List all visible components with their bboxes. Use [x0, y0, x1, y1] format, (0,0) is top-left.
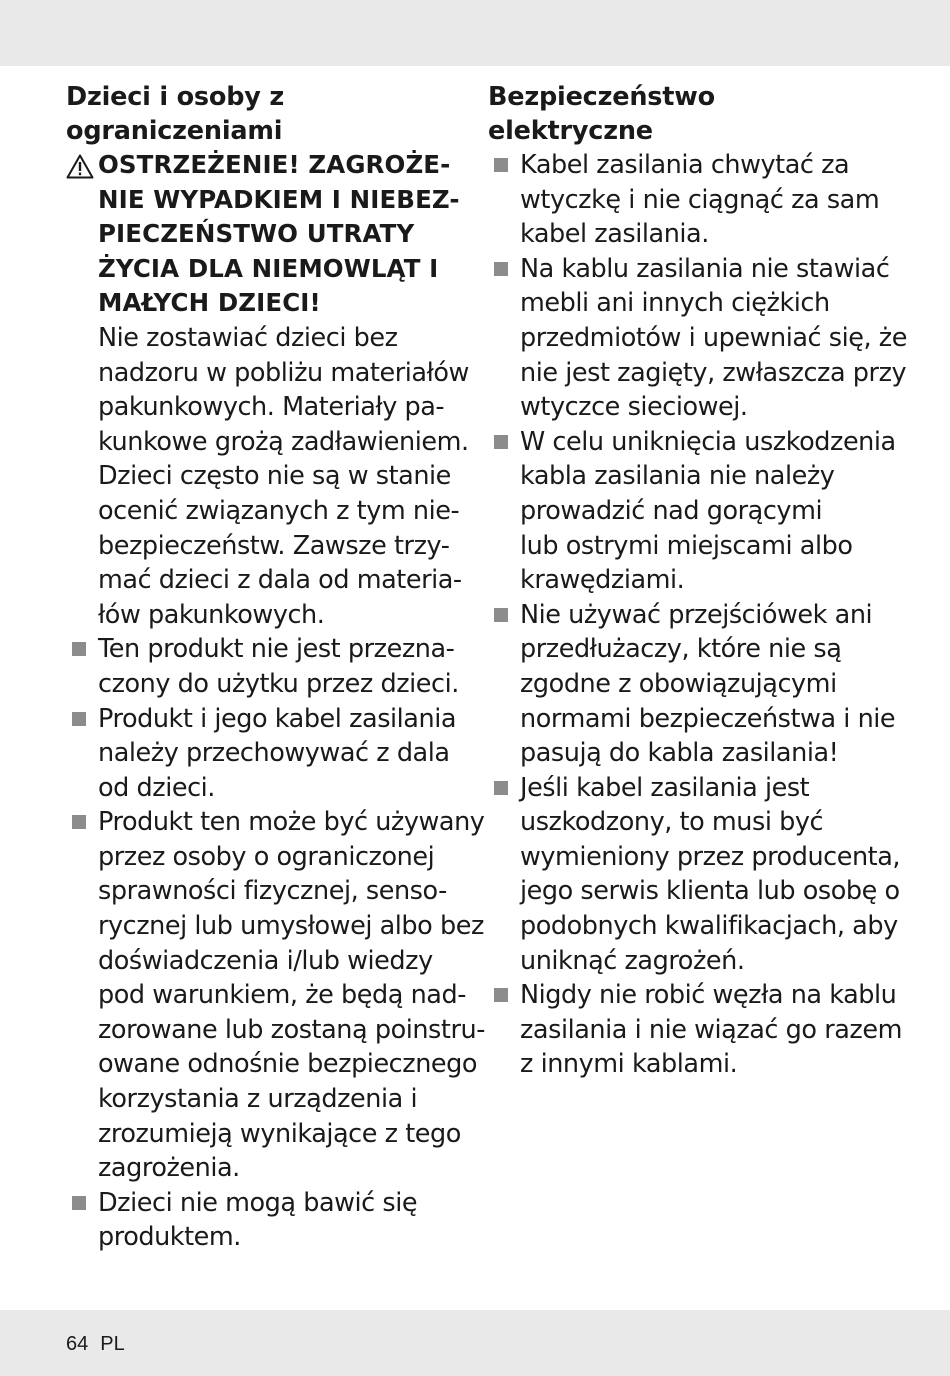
language-code: PL — [100, 1333, 125, 1355]
list-item-line: mebli ani innych ciężkich — [520, 288, 830, 319]
square-bullet-icon — [72, 1196, 86, 1210]
heading-line: Bezpieczeństwo — [488, 82, 715, 112]
list-item-line: owane odnośnie bezpiecznego — [98, 1049, 478, 1080]
warning-block — [66, 148, 466, 321]
list-item-line: wtyczce sieciowej. — [520, 392, 748, 423]
list-item-line: sprawności fizycznej, senso- — [98, 876, 447, 907]
square-bullet-icon — [494, 608, 508, 622]
list-item-line: od dzieci. — [98, 772, 215, 803]
list-item-line: uszkodzony, to musi być — [520, 807, 824, 838]
warning-title-line: PIECZEŃSTWO UTRATY — [98, 219, 415, 249]
warning-text-line: ocenić związanych z tym nie- — [98, 495, 460, 526]
list-item-line: Ten produkt nie jest przezna- — [98, 634, 455, 665]
list-item-line: zasilania i nie wiązać go razem — [520, 1014, 902, 1045]
warning-text — [66, 321, 469, 632]
heading-line: ograniczeniami — [66, 116, 283, 146]
list-item-line: zagrożenia. — [98, 1153, 240, 1184]
list-item-line: przedmiotów i upewniać się, że — [520, 322, 907, 353]
list-item — [488, 425, 896, 598]
list-item-line: pasują do kabla zasilania! — [520, 738, 839, 769]
list-item-line: podobnych kwalifikacjach, aby — [520, 911, 898, 942]
list-item — [66, 702, 466, 806]
list-item-line: nie jest zagięty, zwłaszcza przy — [520, 357, 907, 388]
warning-title-line: MAŁYCH DZIECI! — [98, 288, 321, 318]
list-item-line: rycznej lub umysłowej albo bez — [98, 911, 484, 942]
list-item-line: Kabel zasilania chwytać za — [520, 150, 850, 180]
list-item-line: kabla zasilania nie należy — [520, 461, 835, 492]
header-band — [0, 0, 950, 66]
page-number: 64 — [66, 1333, 89, 1355]
right-column — [488, 80, 907, 1082]
list-item — [488, 978, 902, 1082]
list-item-line: jego serwis klienta lub osobę o — [520, 876, 900, 907]
list-item-line: Produkt ten może być używany — [98, 807, 485, 838]
list-item — [66, 805, 485, 1186]
left-column — [66, 80, 485, 1255]
list-item-line: Nie używać przejściówek ani — [520, 599, 873, 630]
square-bullet-icon — [494, 435, 508, 449]
list-item-line: produktem. — [98, 1222, 241, 1253]
list-item-line: przez osoby o ograniczonej — [98, 841, 435, 872]
section-heading-electrical — [488, 80, 888, 148]
square-bullet-icon — [72, 642, 86, 656]
warning-text-line: Dzieci często nie są w stanie — [98, 461, 451, 492]
warning-title-line: NIE WYPADKIEM I NIEBEZ- — [98, 184, 460, 214]
warning-text-line: pakunkowych. Materiały pa- — [98, 392, 445, 423]
footer-band — [0, 1310, 950, 1376]
list-item-line: wymieniony przez producenta, — [520, 841, 901, 872]
list-item-line: zgodne z obowiązującymi — [520, 668, 837, 699]
list-item-line: zorowane lub zostaną poinstru- — [98, 1014, 485, 1045]
warning-triangle-icon — [66, 154, 94, 179]
list-item-line: krawędziami. — [520, 565, 685, 596]
list-item-line: Dzieci nie mogą bawić się — [98, 1187, 418, 1218]
children-safety-list — [66, 632, 485, 1255]
list-item-line: przedłużaczy, które nie są — [520, 634, 842, 665]
list-item-line: Nigdy nie robić węzła na kablu — [520, 980, 897, 1011]
list-item-line: doświadczenia i/lub wiedzy — [98, 945, 433, 976]
list-item-line: Na kablu zasilania nie stawiać — [520, 253, 890, 284]
list-item-line: lub ostrymi miejscami albo — [520, 530, 853, 561]
section-heading-children — [66, 80, 466, 148]
warning-text-line: mać dzieci z dala od materia- — [98, 565, 462, 596]
list-item-line: prowadzić nad gorącymi — [520, 495, 823, 526]
electrical-safety-list — [488, 148, 907, 1082]
list-item-line: czony do użytku przez dzieci. — [98, 668, 459, 699]
list-item-line: pod warunkiem, że będą nad- — [98, 980, 466, 1011]
square-bullet-icon — [494, 158, 508, 172]
warning-text-line: Nie zostawiać dzieci bez — [98, 322, 398, 353]
list-item-line: normami bezpieczeństwa i nie — [520, 703, 896, 734]
square-bullet-icon — [494, 988, 508, 1002]
warning-title-line: ŻYCIA DLA NIEMOWLĄT I — [98, 253, 439, 283]
list-item-line: Produkt i jego kabel zasilania — [98, 703, 457, 734]
list-item — [488, 598, 896, 771]
list-item — [488, 252, 907, 425]
list-item-line: kabel zasilania. — [520, 219, 709, 250]
heading-line: elektryczne — [488, 116, 653, 146]
list-item — [66, 632, 466, 701]
list-item — [66, 1186, 466, 1255]
list-item-line: z innymi kablami. — [520, 1049, 738, 1080]
square-bullet-icon — [494, 262, 508, 276]
list-item-line: Jeśli kabel zasilania jest — [520, 772, 810, 803]
square-bullet-icon — [72, 815, 86, 829]
square-bullet-icon — [494, 781, 508, 795]
warning-text-line: łów pakunkowych. — [98, 599, 325, 630]
heading-line: Dzieci i osoby z — [66, 82, 285, 112]
list-item-line: wtyczkę i nie ciągnąć za sam — [520, 184, 880, 215]
warning-title-line: OSTRZEŻENIE! ZAGROŻE- — [98, 150, 451, 179]
list-item — [488, 148, 888, 252]
list-item — [488, 771, 901, 979]
page-footer — [66, 1333, 137, 1356]
list-item-line: uniknąć zagrożeń. — [520, 945, 745, 976]
list-item-line: korzystania z urządzenia i — [98, 1084, 418, 1115]
list-item-line: należy przechowywać z dala — [98, 738, 450, 769]
warning-text-line: bezpieczeństw. Zawsze trzy- — [98, 530, 450, 561]
square-bullet-icon — [72, 712, 86, 726]
warning-text-line: nadzoru w pobliżu materiałów — [98, 357, 469, 388]
list-item-line: W celu uniknięcia uszkodzenia — [520, 426, 896, 457]
warning-text-line: kunkowe grożą zadławieniem. — [98, 426, 469, 457]
list-item-line: zrozumieją wynikające z tego — [98, 1118, 461, 1149]
